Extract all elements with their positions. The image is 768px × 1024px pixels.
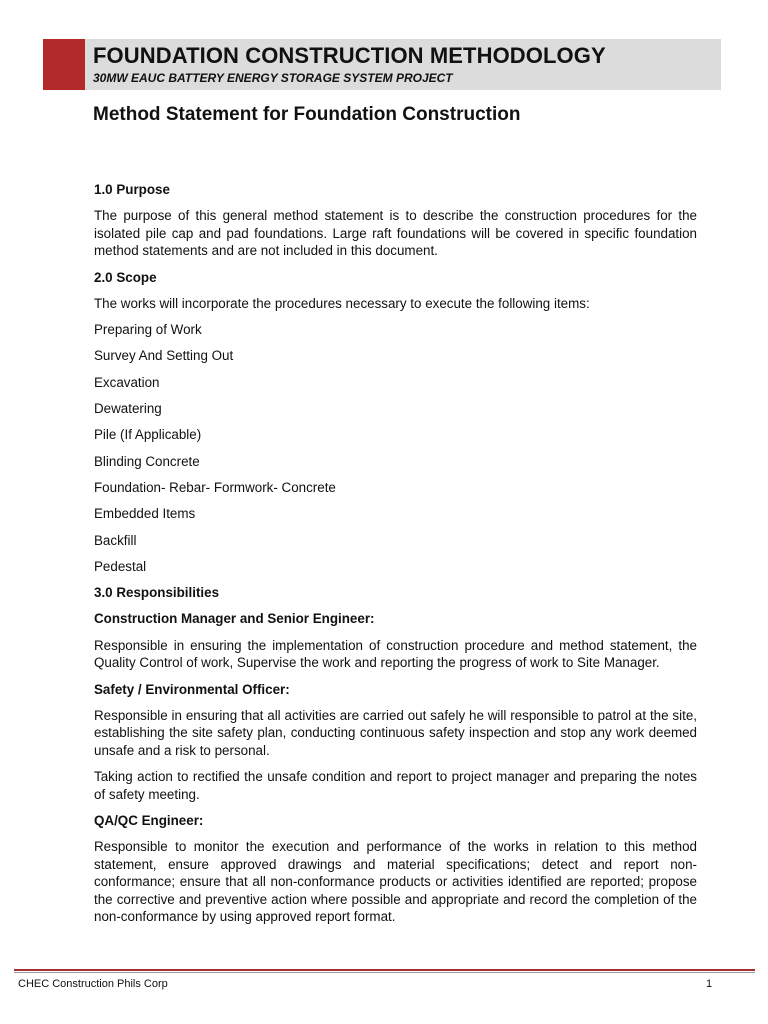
qaqc-engineer-paragraph: Responsible to monitor the execution and performance of the works in relation to this method statement, ensure approved drawings and material specifications; detect and report non-conformance; ensure that all non-conformance products or activities identified are reported; propose the corrective and preventive action where possible and appropriate and record the completion of the non-conformance by using approved report format. (94, 839, 697, 925)
subheading-qaqc-engineer: QA/QC Engineer: (94, 812, 204, 828)
safety-officer-paragraph-2: Taking action to rectified the unsafe condition and report to project manager and preparing the notes of safety meeting. (94, 769, 697, 802)
section-heading-purpose: 1.0 Purpose (94, 182, 170, 197)
scope-item: Survey And Setting Out (94, 348, 234, 364)
document-body (94, 181, 697, 935)
scope-item: Dewatering (94, 401, 162, 417)
header-accent-block (43, 39, 85, 90)
scope-item: Blinding Concrete (94, 453, 200, 469)
purpose-paragraph: The purpose of this general method statement is to describe the construction procedures for the isolated pile cap and pad foundations. Large raft foundations will be covered in specific foundation method statements and are not included in this document. (94, 208, 697, 259)
scope-item: Backfill (94, 532, 137, 548)
scope-item: Preparing of Work (94, 322, 202, 338)
footer-divider-shadow (14, 972, 755, 973)
scope-item: Embedded Items (94, 506, 196, 522)
header-subtitle: 30MW EAUC BATTERY ENERGY STORAGE SYSTEM PROJECT (93, 71, 453, 85)
scope-item: Pile (If Applicable) (94, 427, 202, 443)
safety-officer-paragraph-1: Responsible in ensuring that all activities are carried out safely he will responsible to patrol at the site, establishing the site safety plan, conducting continuous safety inspection and stop any work deemed unsafe and a risk to personal. (94, 707, 697, 758)
page-number: 1 (706, 978, 713, 990)
document-title: Method Statement for Foundation Construction (93, 104, 521, 125)
footer-company-name: CHEC Construction Phils Corp (18, 978, 168, 990)
subheading-construction-manager: Construction Manager and Senior Engineer: (94, 611, 375, 627)
scope-item: Pedestal (94, 558, 147, 574)
scope-item: Foundation- Rebar- Formwork- Concrete (94, 479, 336, 495)
scope-item: Excavation (94, 374, 160, 390)
footer-divider (14, 969, 755, 971)
subheading-safety-officer: Safety / Environmental Officer: (94, 681, 290, 697)
header-title: FOUNDATION CONSTRUCTION METHODOLOGY (93, 43, 606, 68)
construction-manager-paragraph: Responsible in ensuring the implementation of construction procedure and method statement, the Quality Control of work, Supervise the work and reporting the progress of work to Site Manager. (94, 637, 697, 671)
section-heading-scope: 2.0 Scope (94, 269, 157, 285)
scope-intro: The works will incorporate the procedures necessary to execute the following items: (94, 295, 590, 311)
section-heading-responsibilities: 3.0 Responsibilities (94, 585, 220, 601)
